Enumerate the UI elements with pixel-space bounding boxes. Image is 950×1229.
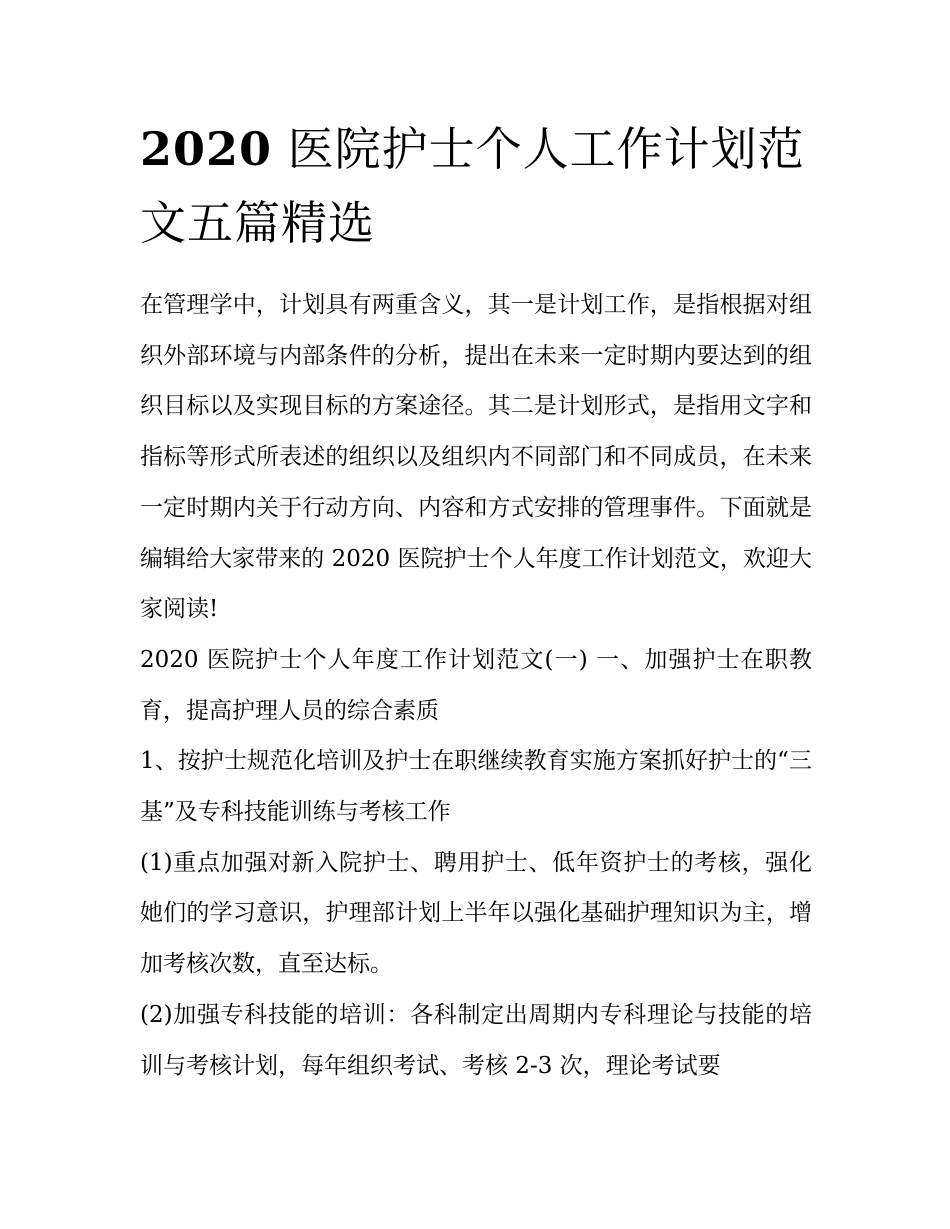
intro-paragraph: 在管理学中，计划具有两重含义，其一是计划工作，是指根据对组织外部环境与内部条件的分析，提出在未来一定时期内要达到的组织目标以及实现目标的方案途径。其二是计划形式，是指用文字和指标等形式所表述的组织以及组织内不同部门和不同成员，在未来一定时期内关于行动方向、内容和方式安排的管理事件。下面就是编辑给大家带来的 2020 医院护士个人年度工作计划范文，欢迎大家阅读! bbox=[140, 292, 812, 623]
item-1-sub-1-paragraph: (1)重点加强对新入院护士、聘用护士、低年资护士的考核，强化她们的学习意识，护理部计划上半年以强化基础护理知识为主，增加考核次数，直至达标。 bbox=[140, 849, 812, 978]
title-year: 2020 bbox=[140, 122, 273, 176]
item-1-paragraph: 1、按护士规范化培训及护士在职继续教育实施方案抓好护士的“三基”及专科技能训练与考核工作 bbox=[140, 748, 812, 826]
document-title bbox=[140, 112, 812, 260]
document-body bbox=[140, 280, 812, 1091]
document-content bbox=[140, 112, 812, 1091]
section-heading-paragraph: 2020 医院护士个人年度工作计划范文(一) 一、加强护士在职教育，提高护理人员的综合素质 bbox=[140, 646, 812, 724]
title-text: 医院护士个人工作计划范文五篇精选 bbox=[140, 122, 805, 250]
item-1-sub-2-paragraph: (2)加强专科技能的培训：各科制定出周期内专科理论与技能的培训与考核计划，每年组织考试、考核 2-3 次，理论考试要 bbox=[140, 1001, 812, 1079]
